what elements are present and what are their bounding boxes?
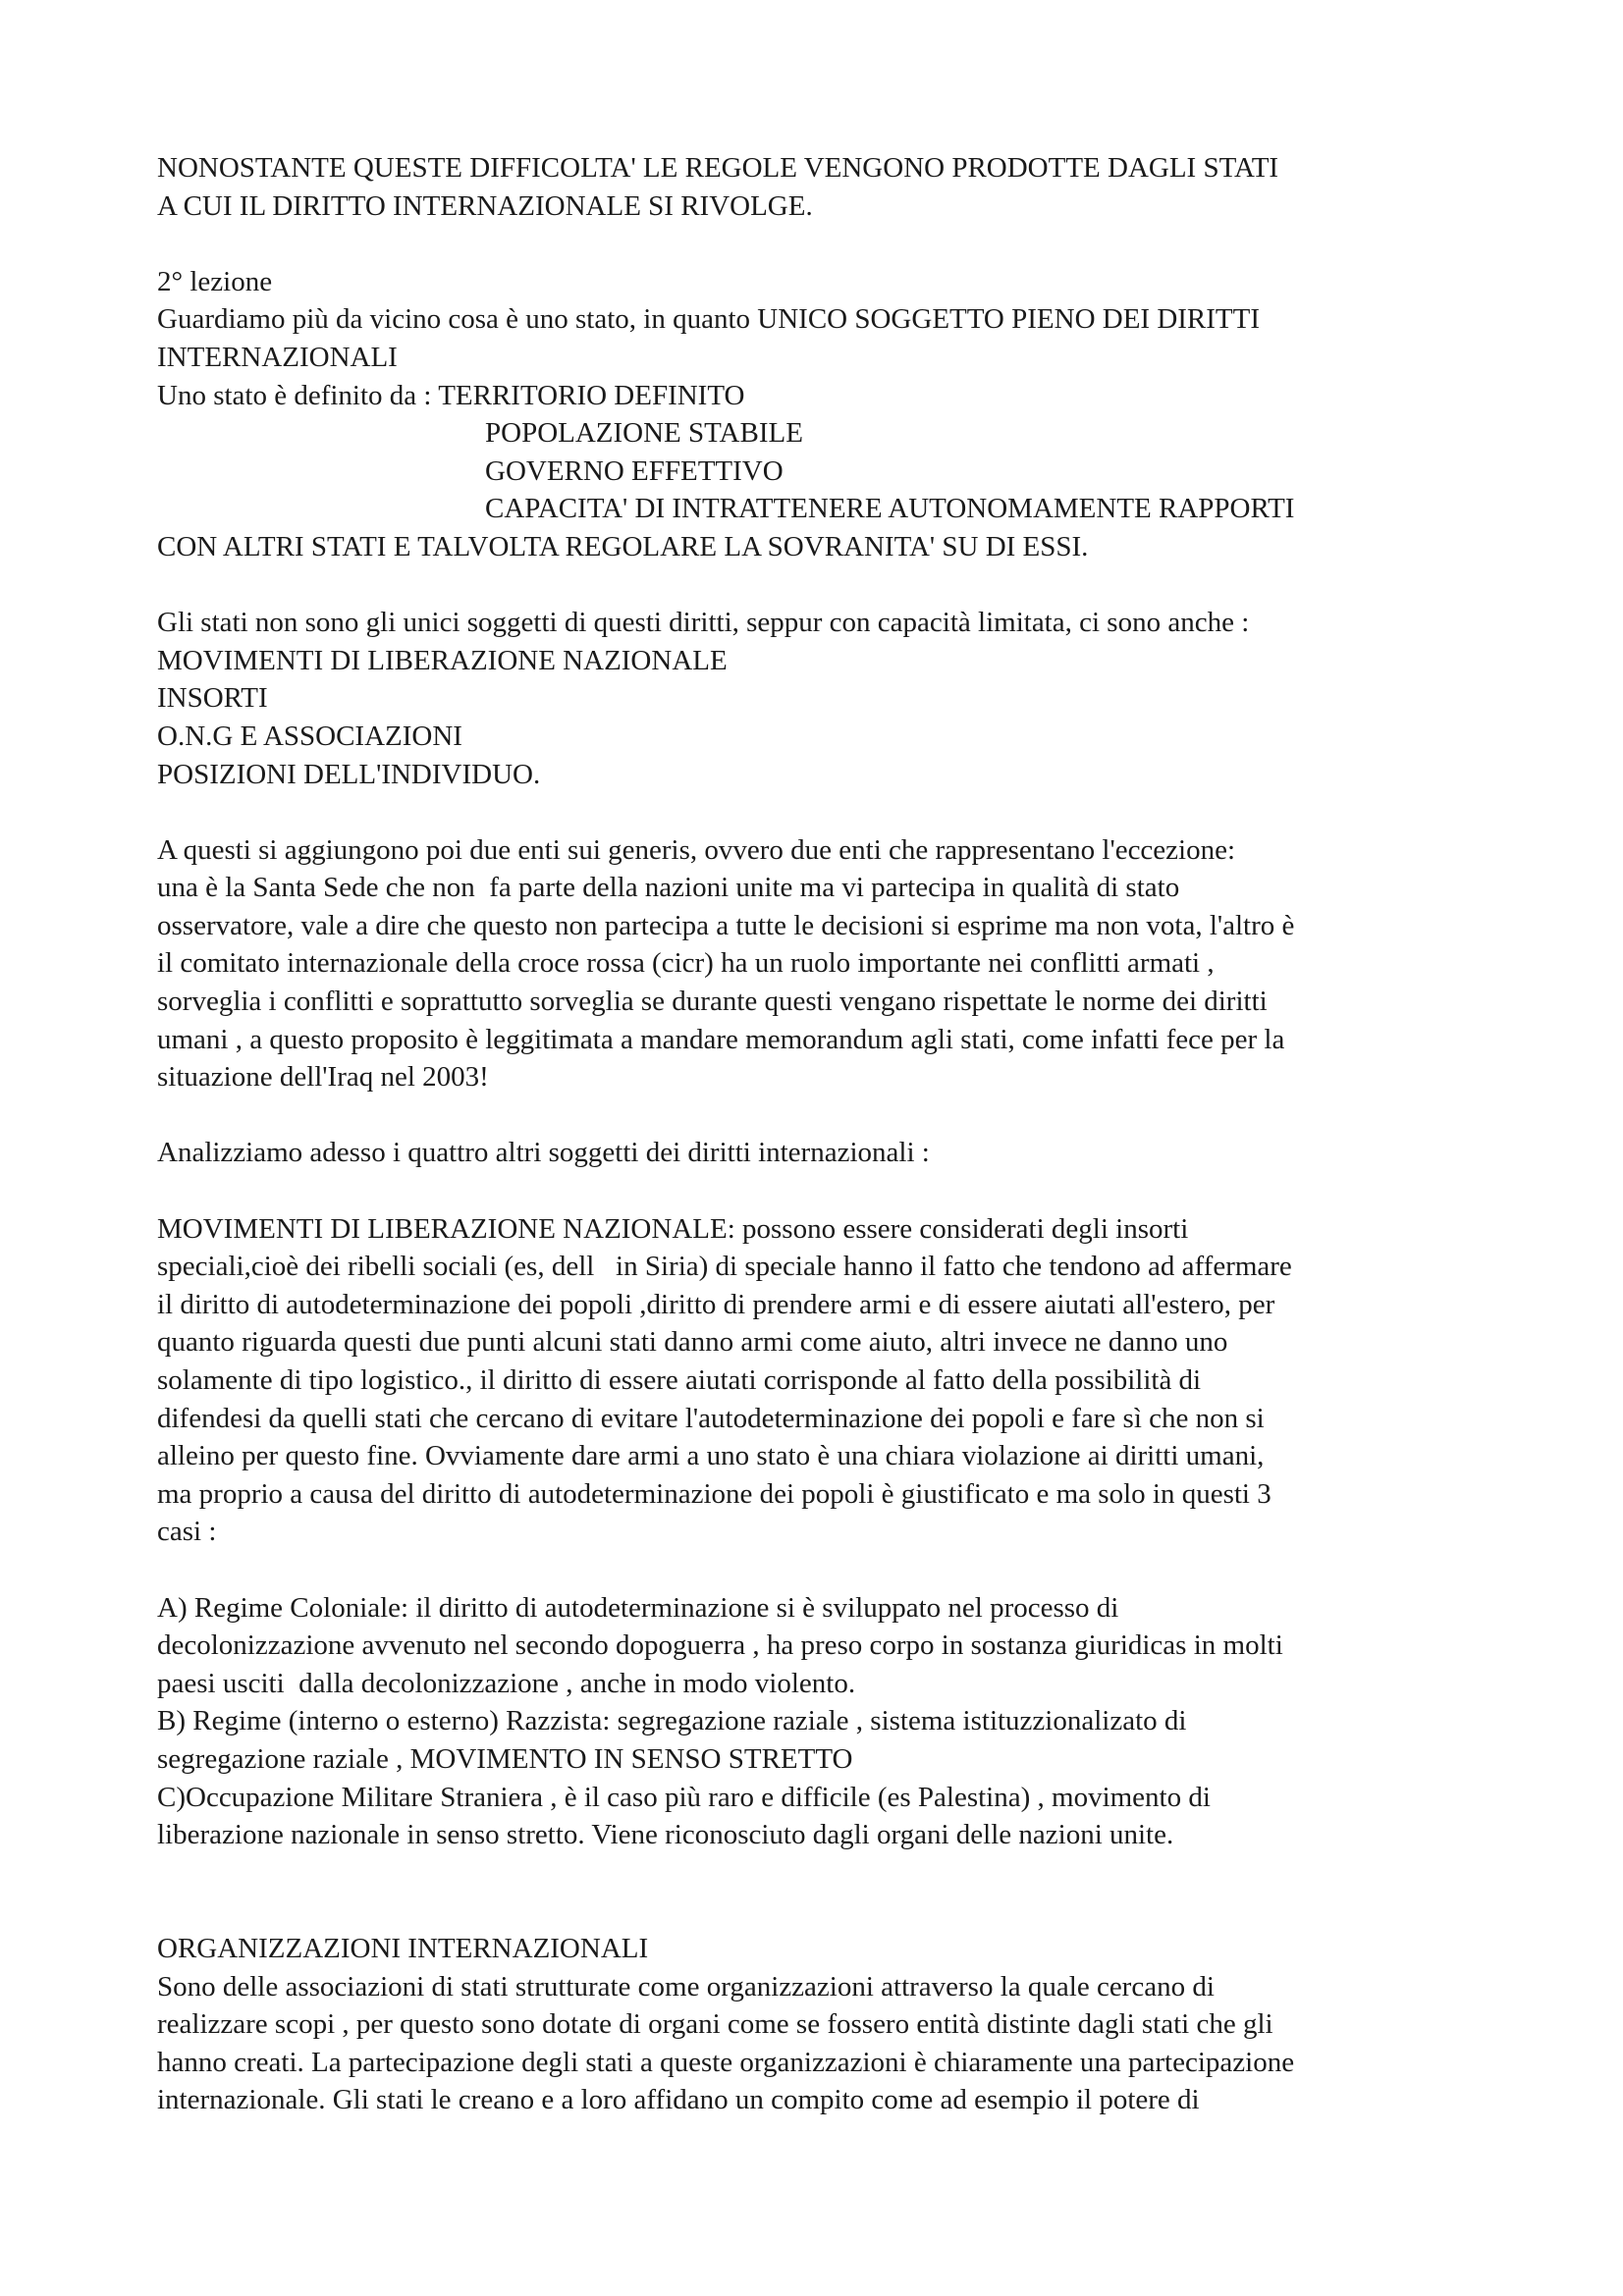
text-line: NONOSTANTE QUESTE DIFFICOLTA' LE REGOLE VENGONO PRODOTTE DAGLI STATI [157,152,1279,184]
subject-item: INSORTI [157,682,268,715]
subject-item: MOVIMENTI DI LIBERAZIONE NAZIONALE [157,644,728,676]
case-line: B) Regime (interno o esterno) Razzista: segregazione raziale , sistema istituzzionalizato di [157,1705,1187,1737]
other-subjects [157,604,1492,793]
text-line: hanno creati. La partecipazione degli stati a queste organizzazioni è chiaramente una partecipazione [157,2046,1295,2078]
text-line: A CUI IL DIRITTO INTERNAZIONALE SI RIVOLGE. [157,189,813,222]
text-line: situazione dell'Iraq nel 2003! [157,1061,489,1094]
text-line: quanto riguarda questi due punti alcuni stati danno armi come aiuto, altri invece ne danno uno [157,1326,1228,1359]
text-line: casi : [157,1516,217,1548]
state-criterion: CAPACITA' DI INTRATTENERE AUTONOMAMENTE RAPPORTI [485,493,1295,525]
analysis-intro: Analizziamo adesso i quattro altri soggetti dei diritti internazionali : [157,1137,930,1169]
text-line: una è la Santa Sede che non fa parte della nazioni unite ma vi partecipa in qualità di stato [157,872,1180,904]
text-line: A questi si aggiungono poi due enti sui generis, ovvero due enti che rappresentano l'eccezione: [157,833,1236,866]
text-line: il diritto di autodeterminazione dei popoli ,diritto di prendere armi e di essere aiutati all'estero, per [157,1288,1275,1320]
case-line: segregazione raziale , MOVIMENTO IN SENSO STRETTO [157,1742,853,1775]
text-line: osservatore, vale a dire che questo non partecipa a tutte le decisioni si esprime ma non vota, l'altro è [157,909,1295,941]
text-line: Sono delle associazioni di stati strutturate come organizzazioni attraverso la quale cercano di [157,1970,1215,2002]
case-line: A) Regime Coloniale: il diritto di autodeterminazione si è sviluppato nel processo di [157,1591,1119,1624]
text-line: Gli stati non sono gli unici soggetti di questi diritti, seppur con capacità limitata, ci sono anche : [157,607,1250,639]
text-line: ma proprio a causa del diritto di autodeterminazione dei popoli è giustificato e ma solo in questi 3 [157,1477,1271,1510]
text-line: difendesi da quelli stati che cercano di evitare l'autodeterminazione dei popoli e fare sì che non si [157,1402,1265,1434]
text-line: internazionale. Gli stati le creano e a loro affidano un compito come ad esempio il potere di [157,2084,1200,2116]
text-line: alleino per questo fine. Ovviamente dare armi a uno stato è una chiara violazione ai diritti umani, [157,1440,1265,1472]
case-line: liberazione nazionale in senso stretto. Viene riconosciuto dagli organi delle nazioni unite. [157,1819,1174,1851]
subject-item: O.N.G E ASSOCIAZIONI [157,720,462,752]
text-line: sorveglia i conflitti e soprattutto sorveglia se durante questi vengano rispettate le norme dei diritti [157,986,1268,1018]
case-line: decolonizzazione avvenuto nel secondo dopoguerra , ha preso corpo in sostanza giuridicas in molti [157,1629,1283,1662]
section-heading: ORGANIZZAZIONI INTERNAZIONALI [157,1932,649,1964]
document-body [157,149,1492,2119]
text-line: realizzare scopi , per questo sono dotate di organi come se fossero entità distinte dagli stati che gli [157,2008,1273,2041]
organizations-section [157,1930,1492,2119]
text-line: solamente di tipo logistico., il diritto di essere aiutati corrisponde al fatto della possibilità di [157,1364,1202,1396]
text-line: Guardiamo più da vicino cosa è uno stato, in quanto UNICO SOGGETTO PIENO DEI DIRITTI [157,303,1261,336]
sui-generis-paragraph [157,831,1492,1096]
text-line: CON ALTRI STATI E TALVOLTA REGOLARE LA SOVRANITA' SU DI ESSI. [157,530,1089,562]
text-line: Uno stato è definito da : TERRITORIO DEFINITO [157,379,745,411]
text-line: il comitato internazionale della croce rossa (cicr) ha un ruolo importante nei conflitti armati , [157,947,1215,980]
state-definition [157,300,1492,565]
liberation-movements-paragraph [157,1210,1492,1551]
text-line: INTERNAZIONALI [157,341,398,373]
case-line: paesi usciti dalla decolonizzazione , anche in modo violento. [157,1667,856,1699]
intro-paragraph [157,149,1492,225]
text-line: MOVIMENTI DI LIBERAZIONE NAZIONALE: possono essere considerati degli insorti [157,1212,1189,1245]
state-criterion: POPOLAZIONE STABILE [485,417,803,450]
text-line: speciali,cioè dei ribelli sociali (es, dell in Siria) di speciale hanno il fatto che tendono ad affermare [157,1251,1292,1283]
case-line: C)Occupazione Militare Straniera , è il caso più raro e difficile (es Palestina) , movimento di [157,1781,1211,1813]
lesson-heading: 2° lezione [157,265,273,297]
cases-list [157,1589,1492,1854]
subject-item: POSIZIONI DELL'INDIVIDUO. [157,758,541,790]
state-criterion: GOVERNO EFFETTIVO [485,454,784,487]
text-line: umani , a questo proposito è leggitimata a mandare memorandum agli stati, come infatti fece per la [157,1023,1285,1055]
